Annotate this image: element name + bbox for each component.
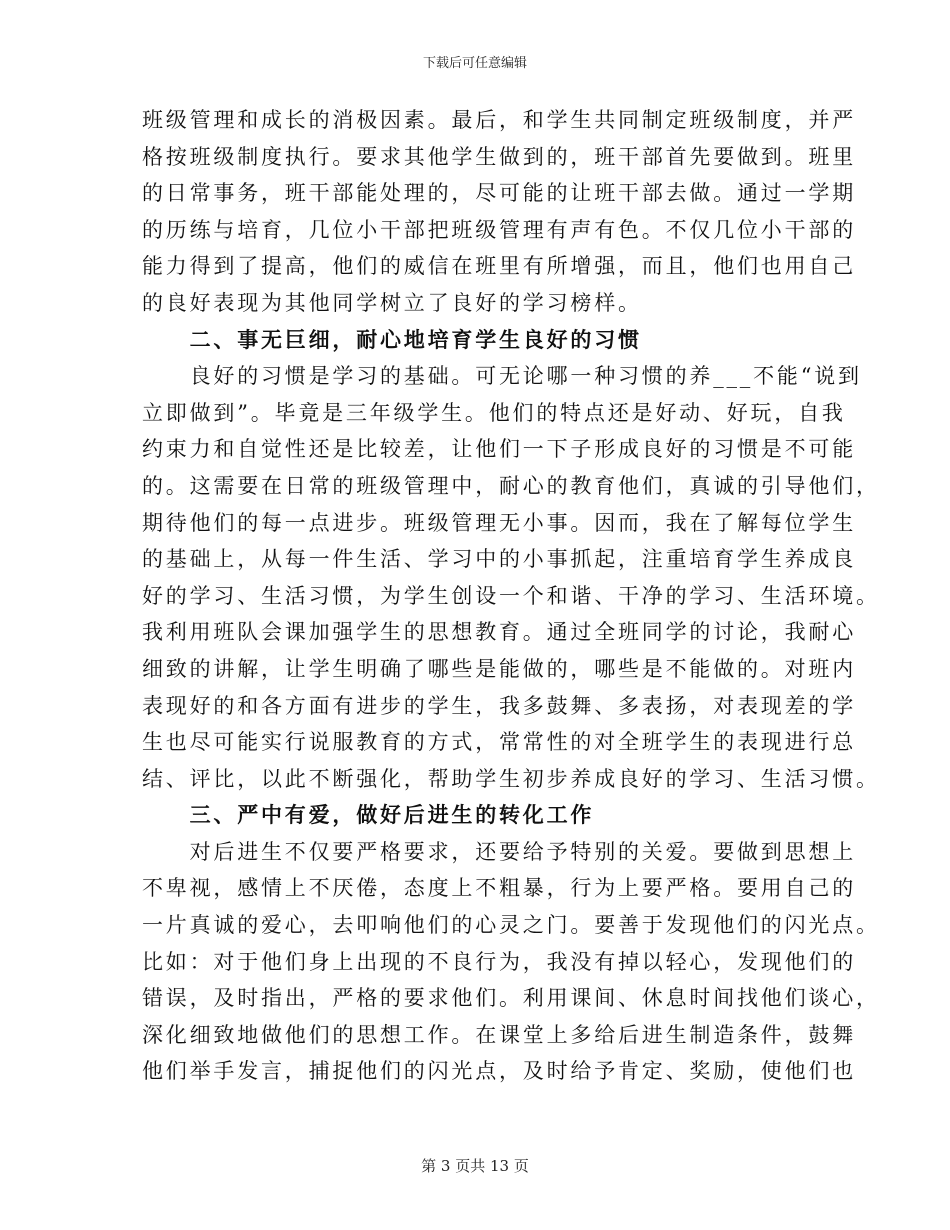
paragraph-line: 的基础上，从每一件生活、学习中的小事抓起，注重培育学生养成良 [142, 547, 856, 572]
paragraph-line: 好的学习、生活习惯，为学生创设一个和谐、干净的学习、生活环境。 [142, 583, 880, 608]
paragraph-line: 他们举手发言，捕捉他们的闪光点，及时给予肯定、奖励，使他们也 [142, 1059, 856, 1084]
section-heading: 二、事无巨细，耐心地培育学生良好的习惯 [142, 326, 642, 352]
paragraph-line: 细致的讲解，让学生明确了哪些是能做的，哪些是不能做的。对班内 [142, 656, 856, 681]
paragraph-line: 约束力和自觉性还是比较差，让他们一下子形成良好的习惯是不可能 [142, 437, 856, 462]
paragraph-line: 我利用班队会课加强学生的思想教育。通过全班同学的讨论，我耐心 [142, 620, 856, 645]
paragraph-line: 的良好表现为其他同学树立了良好的学习榜样。 [142, 290, 642, 315]
document-body [142, 102, 880, 1090]
paragraph-line: 比如：对于他们身上出现的不良行为，我没有掉以轻心，发现他们的 [142, 949, 856, 974]
paragraph-line: 错误，及时指出，严格的要求他们。利用课间、休息时间找他们谈心， [142, 986, 880, 1011]
section-heading: 三、严中有爱，做好后进生的转化工作 [142, 802, 595, 828]
paragraph-line: 不卑视，感情上不厌倦，态度上不粗暴，行为上要严格。要用自己的 [142, 876, 856, 901]
page-footer: 第 3 页共 13 页 [421, 1157, 529, 1175]
paragraph-line: 生也尽可能实行说服教育的方式，常常性的对全班学生的表现进行总 [142, 730, 856, 755]
paragraph-line: 格按班级制度执行。要求其他学生做到的，班干部首先要做到。班里 [142, 144, 856, 169]
paragraph-line: 的日常事务，班干部能处理的，尽可能的让班干部去做。通过一学期 [142, 181, 856, 206]
paragraph-line: 期待他们的每一点进步。班级管理无小事。因而，我在了解每位学生 [142, 510, 856, 535]
paragraph-line: 对后进生不仅要严格要求，还要给予特别的关爱。要做到思想上 [142, 839, 856, 864]
paragraph-line: 表现好的和各方面有进步的学生，我多鼓舞、多表扬，对表现差的学 [142, 693, 856, 718]
paragraph-line: 良好的习惯是学习的基础。可无论哪一种习惯的养___不能“说到 [142, 364, 862, 389]
paragraph-line: 班级管理和成长的消极因素。最后，和学生共同制定班级制度，并严 [142, 108, 856, 132]
paragraph-line: 立即做到”。毕竟是三年级学生。他们的特点还是好动、好玩，自我 [142, 400, 846, 425]
paragraph-line: 能力得到了提高，他们的威信在班里有所增强，而且，他们也用自己 [142, 254, 856, 279]
page-header: 下载后可任意编辑 [422, 56, 527, 71]
paragraph-line: 的。这需要在日常的班级管理中，耐心的教育他们，真诚的引导他们， [142, 473, 880, 498]
paragraph-line: 结、评比，以此不断强化，帮助学生初步养成良好的学习、生活习惯。 [142, 766, 880, 791]
paragraph-line: 一片真诚的爱心，去叩响他们的心灵之门。要善于发现他们的闪光点。 [142, 913, 880, 938]
paragraph-line: 的历练与培育，几位小干部把班级管理有声有色。不仅几位小干部的 [142, 217, 856, 242]
paragraph-line: 深化细致地做他们的思想工作。在课堂上多给后进生制造条件，鼓舞 [142, 1022, 856, 1047]
